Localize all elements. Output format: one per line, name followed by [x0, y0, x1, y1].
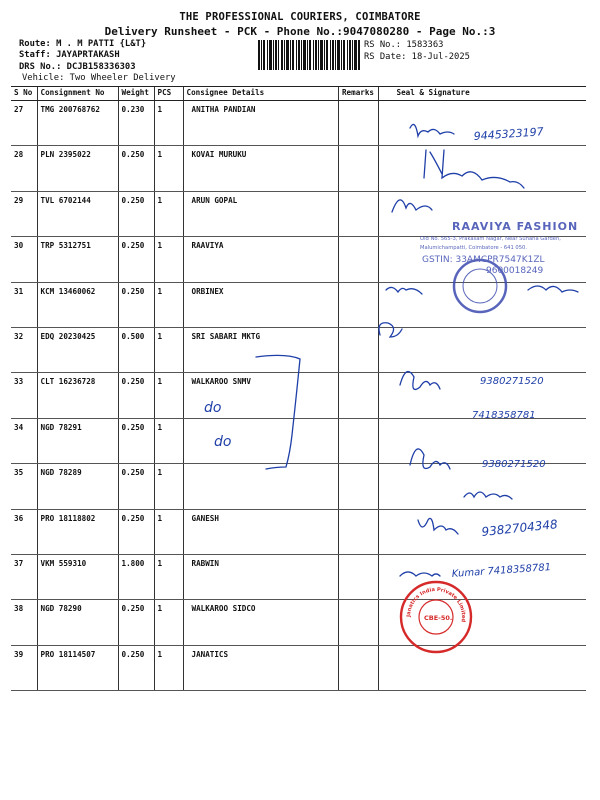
stamp-raaviya-name: RAAVIYA FASHION	[452, 220, 579, 233]
cell-weight: 0.250	[118, 146, 154, 191]
cell-remarks	[338, 509, 378, 554]
cell-consignment-no: VKM 559310	[37, 554, 118, 599]
cell-weight: 0.230	[118, 101, 154, 146]
table-row	[11, 282, 586, 327]
table-row	[11, 645, 586, 690]
cell-weight: 0.250	[118, 418, 154, 463]
cell-consignee: ANITHA PANDIAN	[183, 101, 338, 146]
cell-sno: 35	[11, 464, 37, 509]
cell-sno: 33	[11, 373, 37, 418]
cell-consignee: SRI SABARI MKTG	[183, 327, 338, 372]
cell-sno: 32	[11, 327, 37, 372]
cell-consignment-no: NGD 78289	[37, 464, 118, 509]
cell-sno: 38	[11, 600, 37, 645]
cell-weight: 0.250	[118, 373, 154, 418]
phone-38: Kumar 7418358781	[451, 562, 552, 580]
rs-date-label: RS Date:	[364, 52, 407, 62]
cell-pcs: 1	[154, 146, 183, 191]
cell-sno: 31	[11, 282, 37, 327]
cell-seal-signature	[378, 645, 586, 690]
vehicle-value: Two Wheeler Delivery	[69, 73, 176, 83]
table-row	[11, 600, 586, 645]
cell-consignment-no: KCM 13460062	[37, 282, 118, 327]
cell-sno: 27	[11, 101, 37, 146]
cell-weight: 0.500	[118, 327, 154, 372]
cell-weight: 0.250	[118, 600, 154, 645]
cell-consignment-no: PRO 18114507	[37, 645, 118, 690]
cell-pcs: 1	[154, 509, 183, 554]
col-remarks: Remarks	[338, 87, 378, 101]
table-row	[11, 554, 586, 599]
table-row	[11, 146, 586, 191]
table-header-row	[11, 87, 586, 101]
cell-sno: 36	[11, 509, 37, 554]
cell-consignment-no: PLN 2395022	[37, 146, 118, 191]
phone-34: 7418358781	[472, 410, 536, 421]
cell-consignee	[183, 418, 338, 463]
cell-weight: 0.250	[118, 464, 154, 509]
cell-remarks	[338, 282, 378, 327]
route-label: Route:	[19, 39, 51, 49]
drs-value: DCJB158336303	[66, 62, 136, 72]
table-row	[11, 101, 586, 146]
cell-remarks	[338, 101, 378, 146]
runsheet-table	[11, 86, 586, 691]
cell-weight: 0.250	[118, 509, 154, 554]
vehicle-line	[22, 73, 176, 83]
col-seal-signature: Seal & Signature	[378, 87, 586, 101]
staff-label: Staff:	[19, 50, 51, 60]
cell-pcs: 1	[154, 101, 183, 146]
col-pcs: PCS	[154, 87, 183, 101]
cell-seal-signature	[378, 282, 586, 327]
cell-remarks	[338, 146, 378, 191]
cell-sno: 28	[11, 146, 37, 191]
cell-consignment-no: TMG 200768762	[37, 101, 118, 146]
cell-consignment-no: NGD 78290	[37, 600, 118, 645]
cell-seal-signature	[378, 464, 586, 509]
cell-pcs: 1	[154, 327, 183, 372]
cell-consignment-no: TRP 5312751	[37, 237, 118, 282]
cell-seal-signature	[378, 191, 586, 236]
col-weight: Weight	[118, 87, 154, 101]
cell-pcs: 1	[154, 464, 183, 509]
table-row	[11, 191, 586, 236]
runsheet-subtitle: Delivery Runsheet - PCK - Phone No.:9047080280 - Page No.:3	[104, 25, 496, 38]
cell-sno: 29	[11, 191, 37, 236]
cell-consignee	[183, 464, 338, 509]
cell-remarks	[338, 554, 378, 599]
col-consignment: Consignment No	[37, 87, 118, 101]
cell-consignee: WALKAROO SNMV	[183, 373, 338, 418]
phone-27: 9445323197	[473, 125, 545, 143]
cell-consignee: GANESH	[183, 509, 338, 554]
stamp-raaviya-addr2: Malumichampatti, Coimbatore - 641 050.	[420, 245, 527, 251]
cell-consignee: ORBINEX	[183, 282, 338, 327]
route-value: M . M PATTI {L&T}	[56, 39, 147, 49]
stamp-raaviya-gstin: GSTIN: 33AMCPR7547K1ZL	[422, 255, 545, 265]
cell-pcs: 1	[154, 418, 183, 463]
cell-weight: 0.250	[118, 645, 154, 690]
phone-37: 9382704348	[480, 517, 559, 539]
stamp-raaviya-addr1: Old No. 565-3, Prakasam Nagar, Near Suhana Garden,	[420, 236, 561, 242]
rs-date-line	[364, 52, 470, 62]
ditto-mark-34: do	[204, 400, 222, 416]
stamp-raaviya-phone: 9600018249	[486, 266, 544, 276]
cell-weight: 1.800	[118, 554, 154, 599]
cell-consignee: KOVAI MURUKU	[183, 146, 338, 191]
cell-remarks	[338, 464, 378, 509]
cell-pcs: 1	[154, 191, 183, 236]
col-consignee: Consignee Details	[183, 87, 338, 101]
cell-seal-signature	[378, 509, 586, 554]
cell-consignment-no: EDQ 20230425	[37, 327, 118, 372]
phone-36: 9380271520	[482, 459, 546, 470]
rs-no-value: 1583363	[406, 40, 444, 50]
stamp-cbe: CBE-50.	[424, 614, 453, 622]
cell-pcs: 1	[154, 600, 183, 645]
cell-remarks	[338, 418, 378, 463]
cell-seal-signature	[378, 146, 586, 191]
cell-sno: 39	[11, 645, 37, 690]
cell-seal-signature	[378, 237, 586, 282]
cell-pcs: 1	[154, 373, 183, 418]
cell-consignment-no: TVL 6702144	[37, 191, 118, 236]
vehicle-label: Vehicle:	[22, 73, 65, 83]
stamp-janatics-ring: Janatics India Private Limited	[405, 586, 467, 623]
cell-seal-signature	[378, 101, 586, 146]
table-row	[11, 373, 586, 418]
table-row	[11, 418, 586, 463]
cell-remarks	[338, 237, 378, 282]
cell-consignment-no: CLT 16236728	[37, 373, 118, 418]
company-title: THE PROFESSIONAL COURIERS, COIMBATORE	[179, 11, 421, 23]
cell-seal-signature	[378, 554, 586, 599]
cell-consignment-no: NGD 78291	[37, 418, 118, 463]
cell-remarks	[338, 600, 378, 645]
cell-pcs: 1	[154, 282, 183, 327]
cell-weight: 0.250	[118, 191, 154, 236]
cell-weight: 0.250	[118, 282, 154, 327]
staff-line	[19, 50, 120, 60]
route-line	[19, 39, 146, 49]
cell-remarks	[338, 191, 378, 236]
cell-pcs: 1	[154, 554, 183, 599]
cell-weight: 0.250	[118, 237, 154, 282]
cell-remarks	[338, 645, 378, 690]
cell-remarks	[338, 373, 378, 418]
ditto-mark-35: do	[214, 434, 232, 450]
table-row	[11, 464, 586, 509]
phone-33: 9380271520	[480, 376, 544, 387]
table-row	[11, 509, 586, 554]
cell-consignee: ARUN GOPAL	[183, 191, 338, 236]
drs-label: DRS No.:	[19, 62, 62, 72]
cell-consignee: RABWIN	[183, 554, 338, 599]
cell-seal-signature	[378, 418, 586, 463]
cell-consignee: JANATICS	[183, 645, 338, 690]
col-sno: S No	[11, 87, 37, 101]
rs-date-value: 18-Jul-2025	[411, 52, 470, 62]
cell-pcs: 1	[154, 645, 183, 690]
cell-sno: 37	[11, 554, 37, 599]
cell-consignee: RAAVIYA	[183, 237, 338, 282]
cell-seal-signature	[378, 600, 586, 645]
cell-seal-signature	[378, 373, 586, 418]
cell-sno: 30	[11, 237, 37, 282]
rs-no-line	[364, 40, 443, 50]
cell-pcs: 1	[154, 237, 183, 282]
table-row	[11, 237, 586, 282]
barcode	[258, 40, 360, 70]
staff-value: JAYAPRTAKASH	[56, 50, 120, 60]
cell-consignment-no: PRO 18118802	[37, 509, 118, 554]
cell-sno: 34	[11, 418, 37, 463]
cell-seal-signature	[378, 327, 586, 372]
table-row	[11, 327, 586, 372]
cell-remarks	[338, 327, 378, 372]
drs-line	[19, 62, 136, 72]
rs-no-label: RS No.:	[364, 40, 402, 50]
cell-consignee: WALKAROO SIDCO	[183, 600, 338, 645]
